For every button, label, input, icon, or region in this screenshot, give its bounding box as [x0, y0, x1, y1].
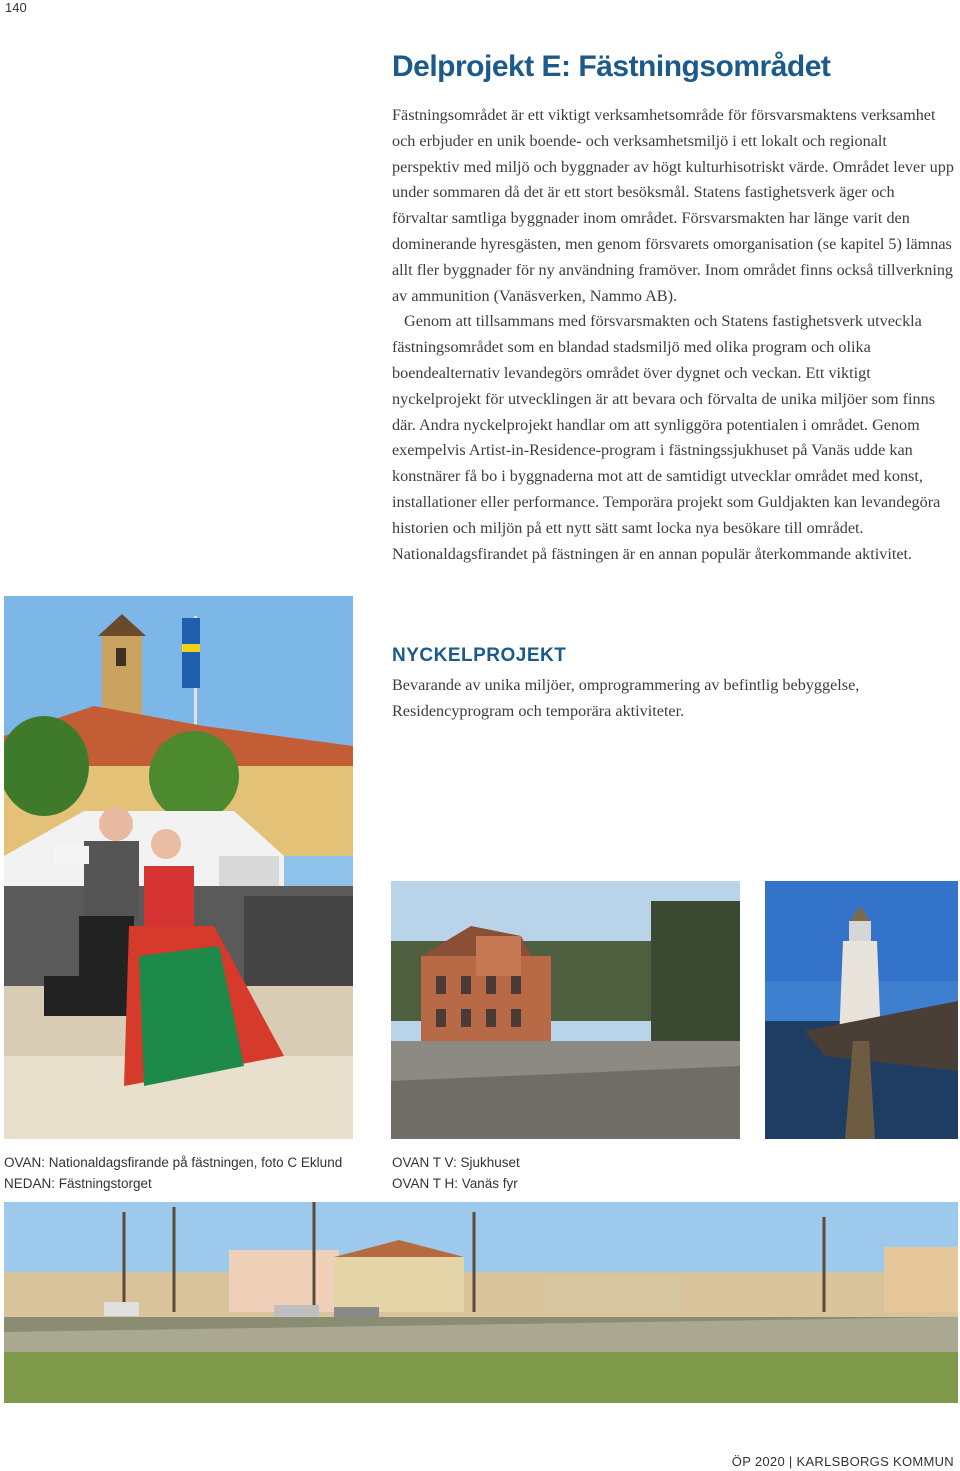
- caption-fortress-square: NEDAN: Fästningstorget: [4, 1176, 152, 1191]
- caption-national-day: OVAN: Nationaldagsfirande på fästningen, foto C Eklund: [4, 1155, 343, 1170]
- photo-lighthouse: [765, 881, 958, 1139]
- caption-right: [392, 1152, 520, 1194]
- key-projects-text: Bevarande av unika miljöer, omprogrammering av befintlig bebyggelse, Residencyprogram och temporära aktiviteter.: [392, 676, 860, 720]
- caption-lighthouse: OVAN T H: Vanäs fyr: [392, 1176, 518, 1191]
- key-projects-heading: NYCKELPROJEKT: [392, 645, 567, 666]
- paragraph-development: Genom att tillsammans med försvarsmakten och Statens fastighetsverk utveckla fästningsområdet som en blandad stadsmiljö med olika program och olika boendealternativ levandegörs området över dygnet och veckan. Ett viktigt nyckelprojekt för utvecklingen är att bevara och förvalta de unika miljöer som finns där. Andra nyckelprojekt handlar om att synliggöra potentialen i området. Genom exempelvis Artist-in-Residence-program i fästningssjukhuset på Vanäs udde kan konstnärer få bo i byggnaderna mot att de samtidigt utvecklar området med konst, installationer eller performance. Temporära projekt som Guldjakten kan levandegöra historien och miljön på ett nytt sätt samt locka nya besökare till området. Nationaldagsfirandet på fästningen är en annan populär återkommande aktivitet.: [392, 312, 941, 563]
- body-text: [392, 103, 954, 567]
- footer: ÖP 2020 | KARLSBORGS KOMMUN: [731, 1454, 954, 1469]
- caption-left: [4, 1152, 342, 1194]
- caption-hospital: OVAN T V: Sjukhuset: [392, 1155, 520, 1170]
- paragraph-intro: Fästningsområdet är ett viktigt verksamhetsområde för försvarsmaktens verksamhet och erbjuder en unik boende- och verksamhetsmiljö i ett lokalt och regionalt perspektiv med miljö och byggnader av högt kulturhisotriskt värde. Området lever upp under sommaren då det är ett stort besöksmål. Statens fastighetsverk äger och förvaltar samtliga byggnader inom området. Försvarsmakten har länge varit den dominerande hyresgästen, men genom försvarets omorganisation (se kapitel 5) lämnas allt fler byggnader för ny användning framöver. Inom området finns också tillverkning av ammunition (Vanäsverken, Nammo AB).: [392, 106, 954, 305]
- page-number: 140: [5, 0, 27, 15]
- photo-fortress-square: [4, 1202, 958, 1403]
- photo-national-day-dancers: [4, 596, 353, 1139]
- page-title: Delprojekt E: Fästningsområdet: [392, 50, 831, 83]
- photo-hospital: [391, 881, 740, 1139]
